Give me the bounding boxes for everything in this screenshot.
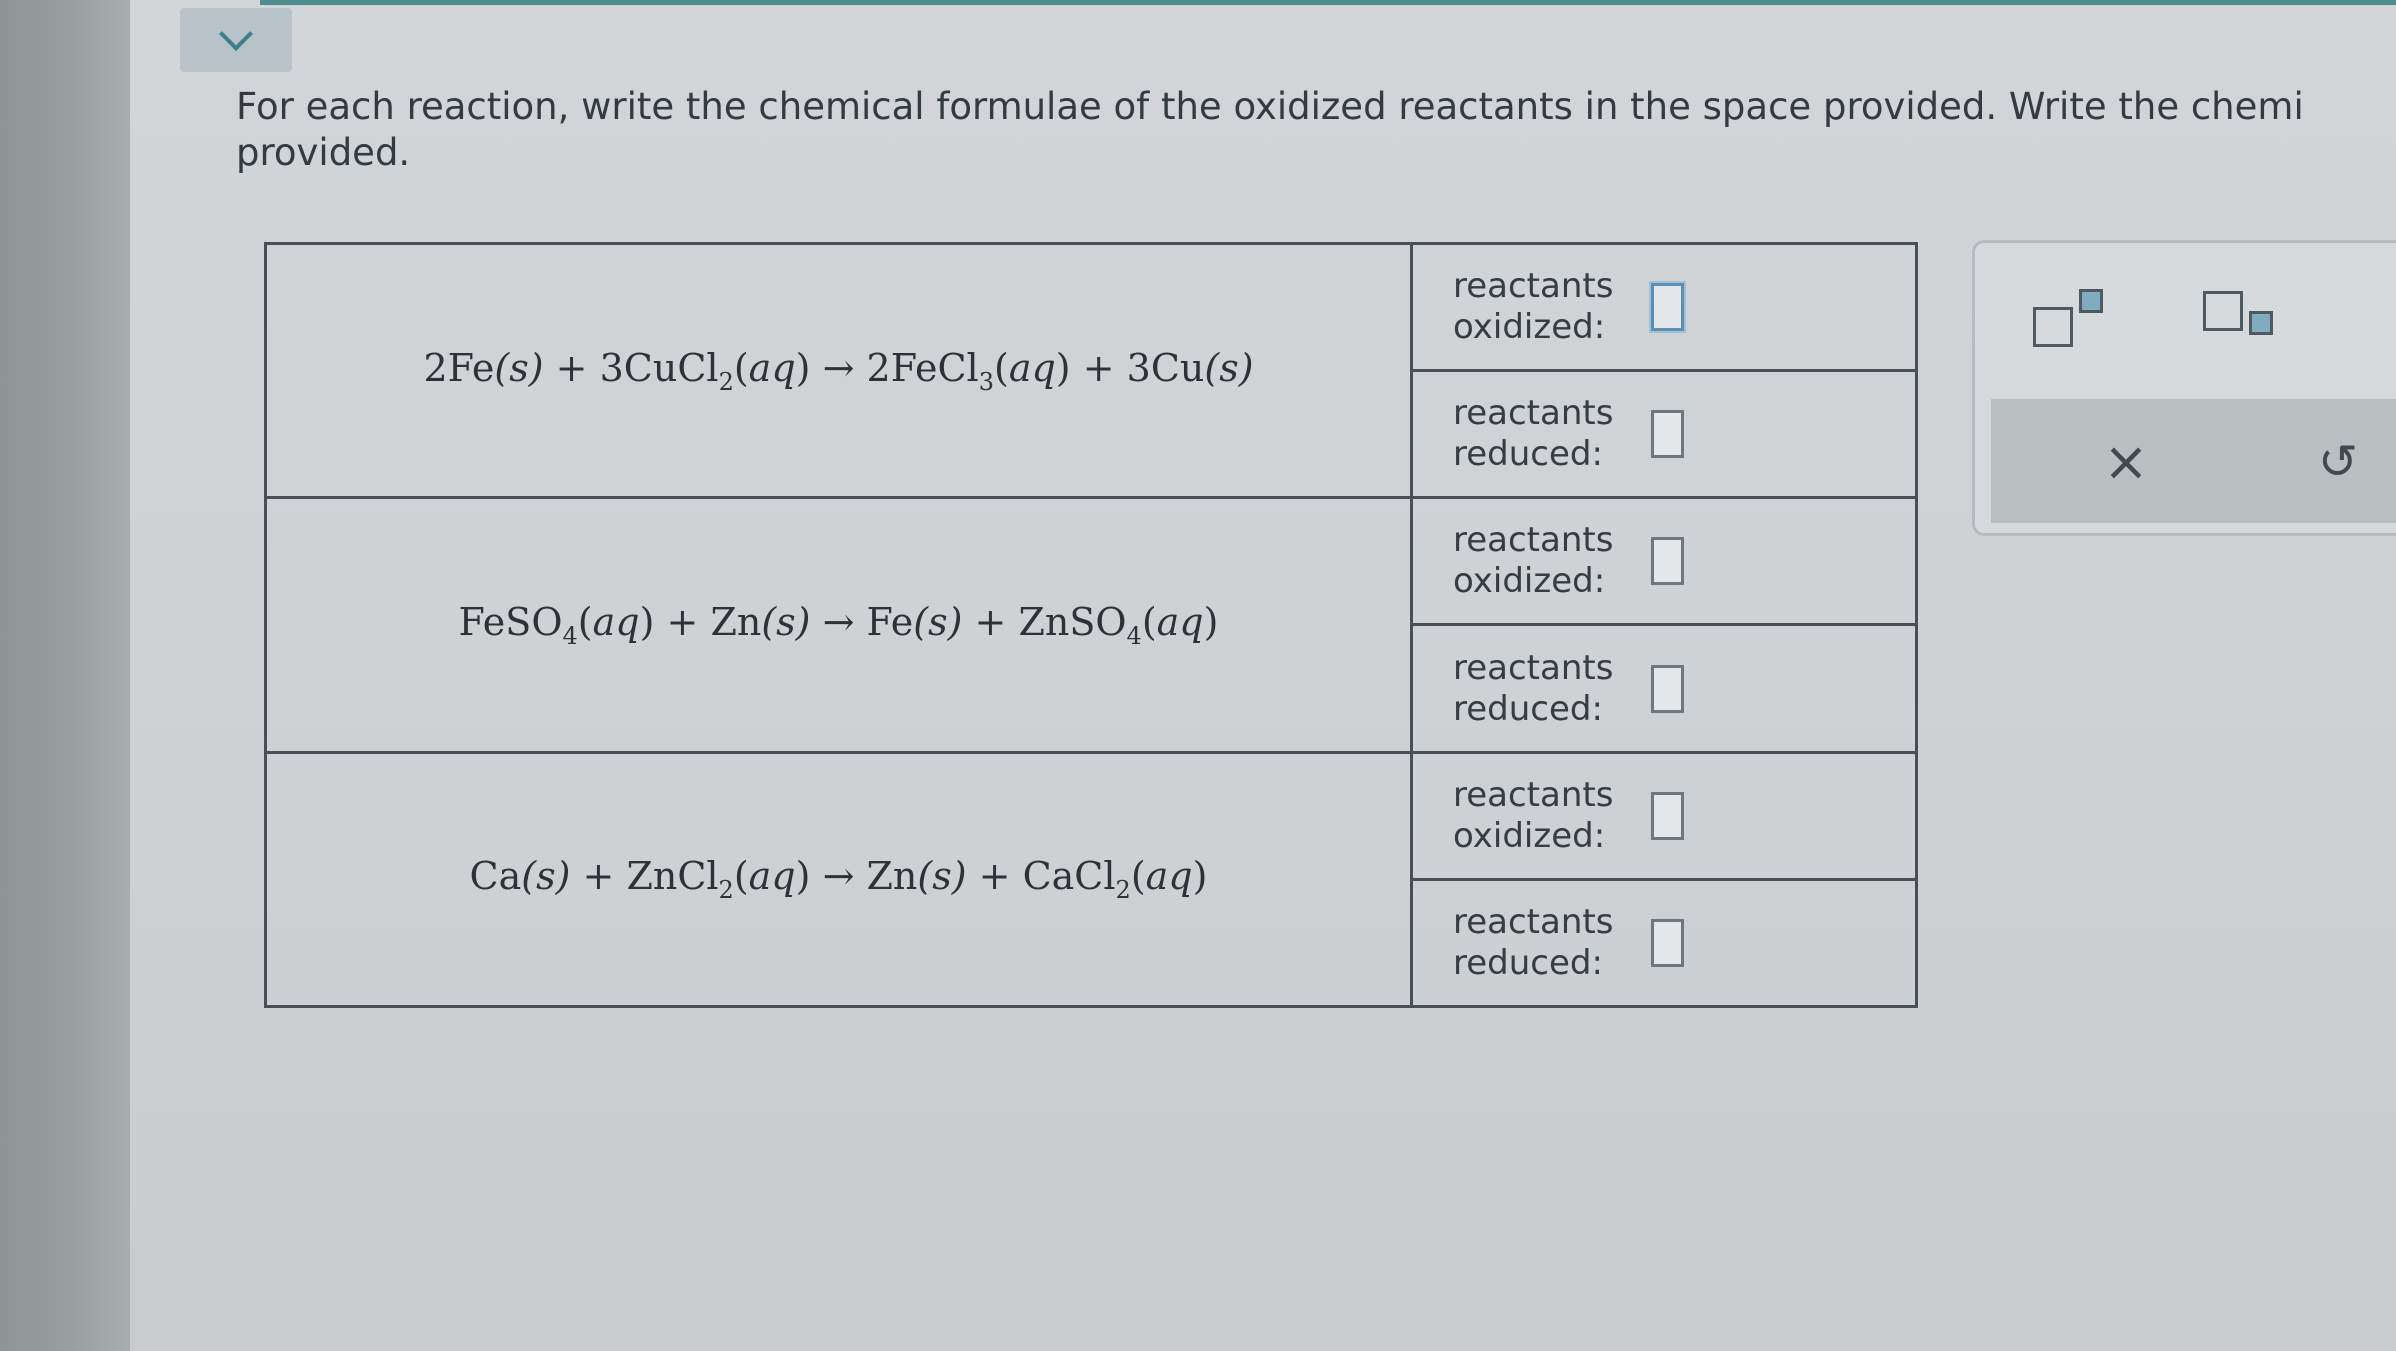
reaction-row-3 bbox=[266, 752, 1917, 879]
subscript-box bbox=[2249, 311, 2273, 335]
paren: ) bbox=[795, 854, 811, 899]
species: FeSO bbox=[458, 599, 563, 644]
label-line: oxidized: bbox=[1453, 815, 1606, 856]
bottom-shade bbox=[130, 1020, 2396, 1351]
subscript: 2 bbox=[718, 876, 734, 905]
reaction-equation-3 bbox=[266, 752, 1412, 1006]
state: aq bbox=[1008, 345, 1056, 390]
paren: ) bbox=[639, 599, 655, 644]
reduced-answer-cell-1 bbox=[1412, 371, 1917, 498]
subscript: 4 bbox=[1126, 621, 1142, 650]
plus-sign: + bbox=[666, 599, 699, 644]
oxidized-label bbox=[1453, 266, 1623, 348]
label-line: reduced: bbox=[1453, 434, 1603, 475]
instructions bbox=[236, 84, 2386, 176]
species: Fe bbox=[866, 599, 914, 644]
species: ZnSO bbox=[1018, 599, 1127, 644]
label-line: reactants bbox=[1453, 266, 1614, 307]
species: Zn bbox=[710, 599, 762, 644]
answer-toolbar bbox=[1972, 240, 2396, 536]
reaction-row-1 bbox=[266, 244, 1917, 371]
reduced-input-3[interactable] bbox=[1651, 919, 1684, 967]
base-box bbox=[2203, 291, 2243, 331]
state: aq bbox=[1156, 599, 1204, 644]
species: Zn bbox=[866, 854, 918, 899]
species: 3Cu bbox=[1126, 345, 1205, 390]
clear-button[interactable] bbox=[2091, 427, 2161, 497]
subscript-button[interactable] bbox=[2203, 287, 2293, 357]
reaction-row-2 bbox=[266, 498, 1917, 625]
toolbar-action-strip bbox=[1991, 399, 2396, 523]
reaction-equation-1 bbox=[266, 244, 1412, 498]
plus-sign: + bbox=[974, 599, 1007, 644]
superscript-box bbox=[2079, 289, 2103, 313]
paren: ( bbox=[1130, 854, 1146, 899]
paren: ) bbox=[1203, 599, 1219, 644]
label-line: reactants bbox=[1453, 901, 1614, 942]
left-rail bbox=[0, 0, 130, 1351]
species: ZnCl bbox=[626, 854, 719, 899]
species: 2Fe bbox=[423, 345, 495, 390]
oxidized-label bbox=[1453, 520, 1623, 602]
undo-button[interactable] bbox=[2303, 427, 2373, 497]
reduced-input-1[interactable] bbox=[1651, 410, 1684, 458]
reduced-label bbox=[1453, 393, 1623, 475]
oxidized-input-3[interactable] bbox=[1651, 792, 1684, 840]
paren: ( bbox=[577, 599, 593, 644]
base-box bbox=[2033, 307, 2073, 347]
label-line: reduced: bbox=[1453, 688, 1603, 729]
state: (s) bbox=[1204, 345, 1254, 390]
superscript-button[interactable] bbox=[2033, 287, 2123, 357]
label-line: oxidized: bbox=[1453, 307, 1606, 348]
reduced-answer-cell-3 bbox=[1412, 879, 1917, 1006]
reaction-arrow: → bbox=[822, 599, 855, 644]
reduced-answer-cell-2 bbox=[1412, 625, 1917, 752]
species: CaCl bbox=[1022, 854, 1116, 899]
instructions-line-2: provided. bbox=[236, 131, 411, 174]
instructions-line-1: For each reaction, write the chemical formulae of the oxidized reactants in the space provided. Write the chemi bbox=[236, 85, 2304, 128]
subscript: 3 bbox=[978, 367, 994, 396]
plus-sign: + bbox=[978, 854, 1011, 899]
reaction-arrow: → bbox=[822, 854, 855, 899]
label-line: oxidized: bbox=[1453, 561, 1606, 602]
state: (s) bbox=[494, 345, 544, 390]
paren: ( bbox=[733, 345, 749, 390]
subscript: 2 bbox=[718, 367, 734, 396]
state: (s) bbox=[913, 599, 963, 644]
collapse-button[interactable] bbox=[180, 8, 292, 72]
species: Ca bbox=[469, 854, 522, 899]
oxidized-answer-cell-2 bbox=[1412, 498, 1917, 625]
reduced-label bbox=[1453, 902, 1623, 984]
state: (s) bbox=[917, 854, 967, 899]
plus-sign: + bbox=[1082, 345, 1115, 390]
state: aq bbox=[748, 854, 796, 899]
state: aq bbox=[748, 345, 796, 390]
state: aq bbox=[1145, 854, 1193, 899]
label-line: reduced: bbox=[1453, 942, 1603, 983]
oxidized-input-1[interactable] bbox=[1651, 283, 1684, 331]
state: (s) bbox=[521, 854, 571, 899]
state: (s) bbox=[761, 599, 811, 644]
oxidized-input-2[interactable] bbox=[1651, 537, 1684, 585]
oxidized-answer-cell-3 bbox=[1412, 752, 1917, 879]
oxidized-label bbox=[1453, 775, 1623, 857]
paren: ( bbox=[993, 345, 1009, 390]
plus-sign: + bbox=[555, 345, 588, 390]
subscript: 2 bbox=[1115, 876, 1131, 905]
paren: ) bbox=[1192, 854, 1208, 899]
top-accent-strip bbox=[260, 0, 2396, 5]
paren: ( bbox=[1141, 599, 1157, 644]
reaction-equation-2 bbox=[266, 498, 1412, 752]
reduced-label bbox=[1453, 648, 1623, 730]
chevron-down-icon bbox=[219, 17, 253, 51]
oxidized-answer-cell-1 bbox=[1412, 244, 1917, 371]
species: 2FeCl bbox=[866, 345, 979, 390]
species: 3CuCl bbox=[599, 345, 719, 390]
reaction-arrow: → bbox=[822, 345, 855, 390]
paren: ) bbox=[1055, 345, 1071, 390]
label-line: reactants bbox=[1453, 393, 1614, 434]
label-line: reactants bbox=[1453, 647, 1614, 688]
paren: ) bbox=[795, 345, 811, 390]
paren: ( bbox=[733, 854, 749, 899]
undo-icon: ↺ bbox=[2317, 434, 2359, 490]
close-icon: × bbox=[2103, 430, 2149, 493]
label-line: reactants bbox=[1453, 520, 1614, 561]
label-line: reactants bbox=[1453, 774, 1614, 815]
state: aq bbox=[592, 599, 640, 644]
subscript: 4 bbox=[562, 621, 578, 650]
reactions-table bbox=[264, 242, 1918, 1008]
reduced-input-2[interactable] bbox=[1651, 665, 1684, 713]
plus-sign: + bbox=[582, 854, 615, 899]
